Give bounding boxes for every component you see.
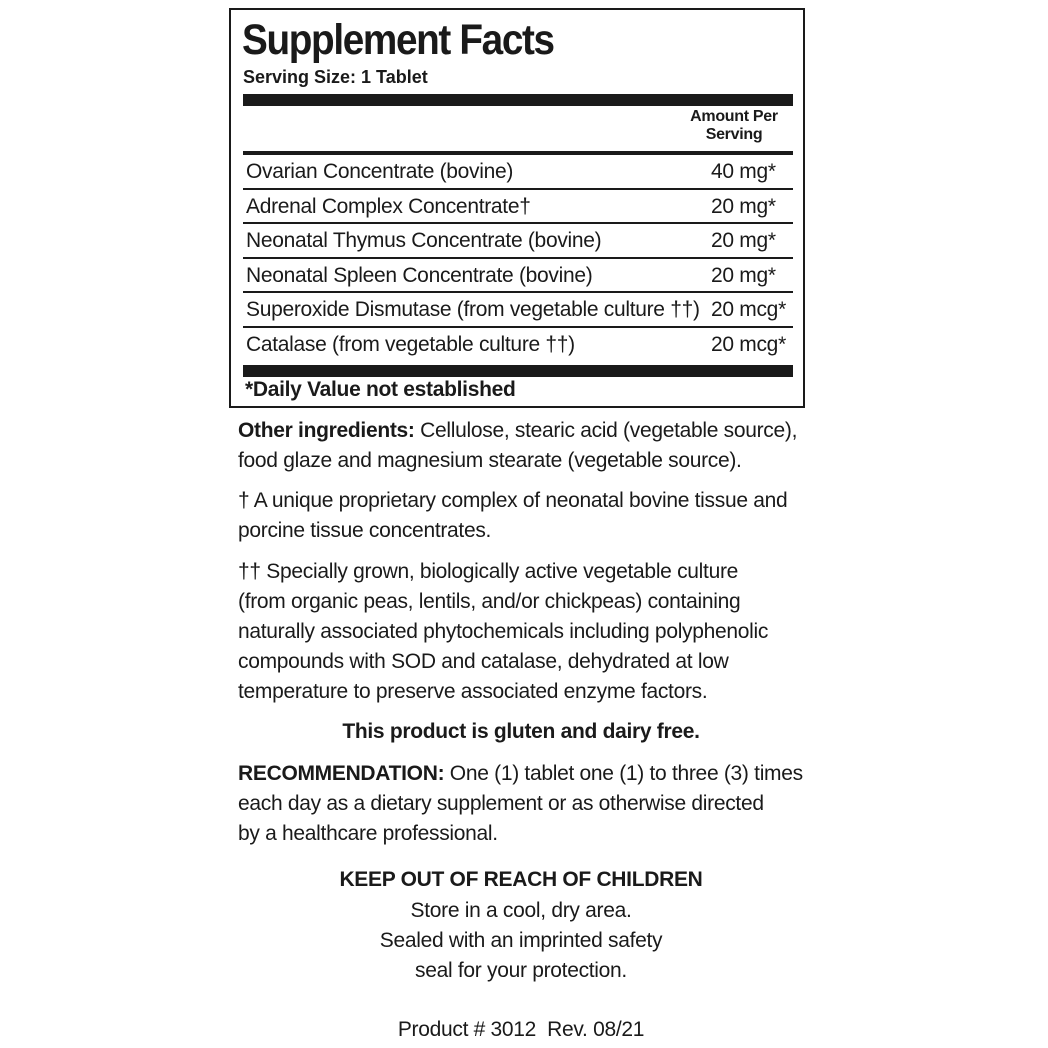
ingredient-row: [243, 224, 793, 259]
footnote-line: naturally associated phytochemicals including polyphenolic: [238, 620, 769, 643]
daily-value-note: *Daily Value not established: [245, 378, 516, 401]
ingredient-amount: 20 mcg*: [711, 332, 786, 356]
ingredient-table: [243, 155, 793, 362]
serving-size: Serving Size: 1 Tablet: [243, 67, 428, 87]
storage-instruction: Store in a cool, dry area.: [410, 899, 632, 922]
ingredient-amount: 20 mg*: [711, 194, 776, 218]
top-divider-bar: [243, 94, 793, 106]
ingredient-amount: 40 mg*: [711, 160, 776, 183]
footnote-line: †† Specially grown, biologically active vegetable culture: [238, 560, 739, 583]
ingredient-name: Superoxide Dismutase (from vegetable culture ††): [246, 298, 700, 321]
ingredient-name: Catalase (from vegetable culture ††): [246, 332, 575, 356]
other-ingredients-text: Cellulose, stearic acid (vegetable source),: [414, 419, 798, 442]
ingredient-row: [243, 190, 793, 225]
footnote-line: † A unique proprietary complex of neonatal bovine tissue and: [238, 489, 788, 512]
facts-title: Supplement Facts: [242, 16, 554, 64]
recommendation-text-line3: by a healthcare professional.: [238, 822, 498, 845]
footnote-line: (from organic peas, lentils, and/or chickpeas) containing: [238, 590, 741, 613]
single-dagger-footnote: [238, 486, 818, 546]
footnote-line: temperature to preserve associated enzyme factors.: [238, 680, 708, 703]
recommendation-text-line2: each day as a dietary supplement or as otherwise directed: [238, 792, 764, 815]
footnote-line: compounds with SOD and catalase, dehydrated at low: [238, 650, 729, 673]
product-number-revision: Product # 3012 Rev. 08/21: [397, 1018, 645, 1041]
ingredient-row: [243, 155, 793, 190]
keep-out-of-reach-warning: KEEP OUT OF REACH OF CHILDREN: [339, 868, 703, 891]
recommendation-label: RECOMMENDATION:: [238, 762, 445, 785]
supplement-facts-panel: [229, 8, 805, 408]
ingredient-name: Neonatal Thymus Concentrate (bovine): [246, 229, 602, 252]
other-ingredients-text-line2: food glaze and magnesium stearate (vegetable source).: [238, 449, 742, 472]
ingredient-amount: 20 mg*: [711, 229, 776, 252]
ingredient-name: Adrenal Complex Concentrate†: [246, 194, 531, 218]
ingredient-row: [243, 293, 793, 328]
ingredient-amount: 20 mg*: [711, 263, 776, 287]
amount-header-line1: Amount Per: [690, 108, 778, 125]
ingredient-name: Ovarian Concentrate (bovine): [246, 160, 514, 183]
double-dagger-footnote: [238, 557, 818, 707]
other-ingredients: [238, 416, 818, 476]
ingredient-amount: 20 mcg*: [711, 298, 786, 321]
recommendation: [238, 759, 818, 849]
ingredient-row: [243, 328, 793, 363]
other-ingredients-label: Other ingredients:: [238, 419, 415, 442]
footnote-line: porcine tissue concentrates.: [238, 519, 492, 542]
ingredient-row: [243, 259, 793, 294]
safety-seal-line1: Sealed with an imprinted safety: [379, 929, 663, 952]
ingredient-name: Neonatal Spleen Concentrate (bovine): [246, 263, 593, 287]
gluten-dairy-free-statement: This product is gluten and dairy free.: [342, 720, 700, 743]
amount-header-line2: Serving: [705, 126, 763, 143]
amount-per-serving-header: [679, 108, 789, 144]
recommendation-text: One (1) tablet one (1) to three (3) times: [444, 762, 803, 785]
safety-seal-line2: seal for your protection.: [415, 959, 627, 982]
